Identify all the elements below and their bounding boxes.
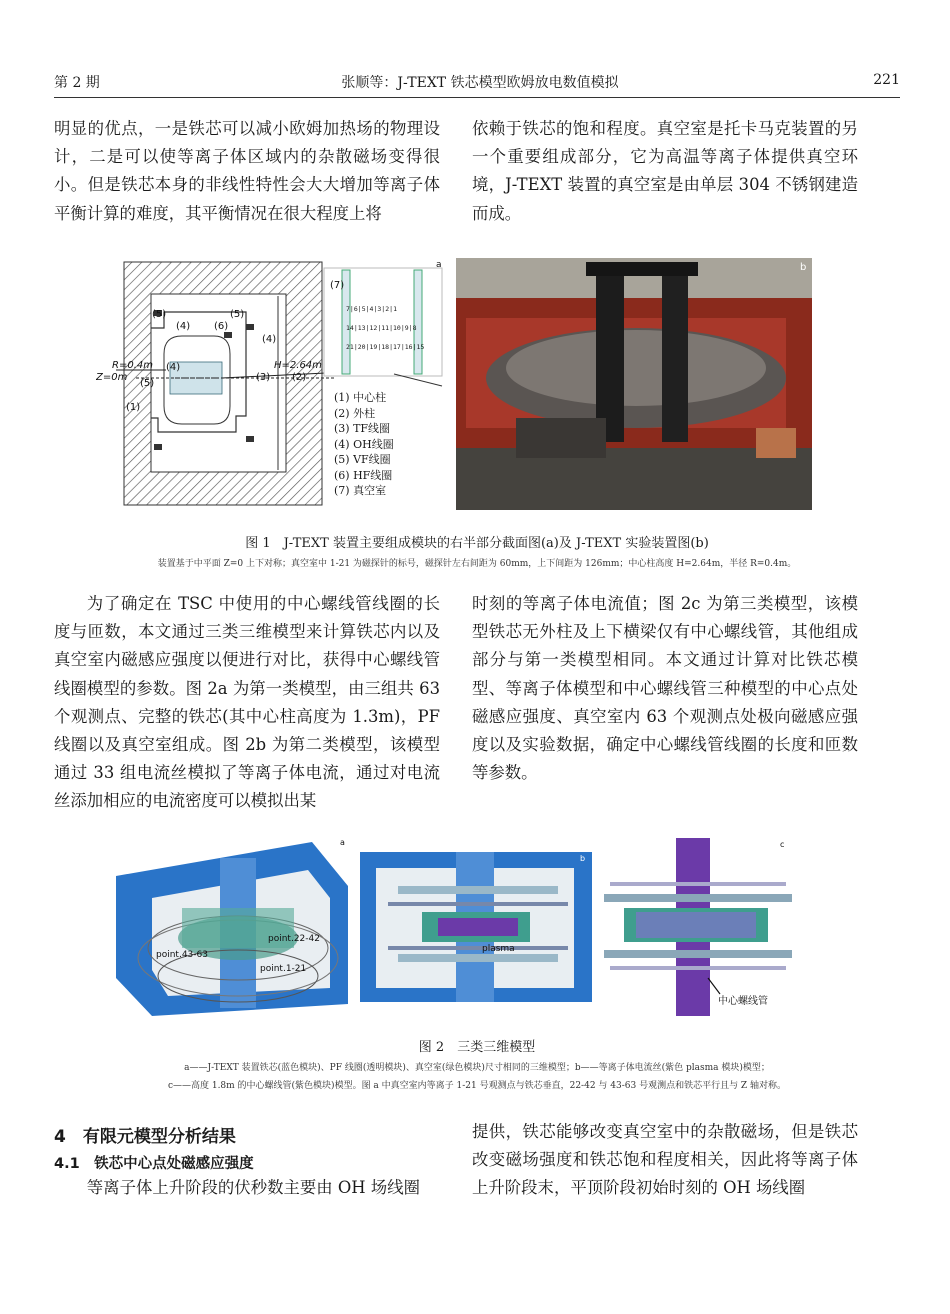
figure-1-note: 装置基于中平面 Z=0 上下对称；真空室中 1-21 为磁探针的标号，磁探针左右间距为 60mm，上下间距为 126mm；中心柱高度 H=2.64m，半径 R=0.4m。 [157, 559, 797, 569]
text-column-right-mid: 时刻的等离子体电流值；图 2c 为第三类模型，该模型铁芯无外柱及上下横梁仅有中心螺线管，其他组成部分与第一类模型相同。本文通过计算对比铁芯模型、等离子体模型和中心螺线管三种模型的中心点处磁感应强度、真空室内 63 个观测点处极向磁感应强度以及实验数据，确定中心螺线管线圈的长度和匝数等参数。 [472, 594, 858, 783]
figure-2b-plasma-model [360, 852, 592, 1002]
figure-1a-cross-section [96, 258, 448, 510]
header-rule [54, 97, 900, 98]
callout-4a: (4) [176, 321, 191, 332]
figure-2-caption: 图 2 三类三维模型 [418, 1040, 536, 1055]
callout-1: (1) [126, 402, 141, 413]
text-column-right-bottom: 提供，铁芯能够改变真空室中的杂散磁场，但是铁芯改变磁场强度和铁芯饱和程度相关，因此将等离子体上升阶段末，平顶阶段初始时刻的 OH 场线圈 [472, 1122, 858, 1198]
component-legend: (1) 中心柱 (2) 外柱 (3) TF线圈 (4) OH线圈 (5) VF线圈 (6) HF线圈 (7) 真空室 [334, 391, 394, 497]
figure-2-note-1: a——J-TEXT 装置铁芯(蓝色模块)、PF 线圈(透明模块)、真空室(绿色模块)尺寸相同的三维模型；b——等离子体电流丝(紫色 plasma 模块)模型； [184, 1063, 770, 1073]
solenoid-label: 中心螺线管 [718, 996, 768, 1007]
height-label: H=2.64m [274, 360, 322, 371]
callout-2: (2) [292, 372, 307, 383]
point-label-43-63: point.43-63 [156, 950, 208, 960]
issue-number: 第 2 期 [54, 75, 100, 91]
midplane-label: Z=0m [96, 372, 128, 383]
text-column-left-mid: 为了确定在 TSC 中使用的中心螺线管线圈的长度与匝数，本文通过三类三维模型来计算铁芯内以及真空室内磁感应强度以便进行对比，获得中心螺线管线圈模型的参数。图 2a 为第一类模型，由三组共 63 个观测点、完整的铁芯(其中心柱高度为 1.3m)，PF 线圈以及真空室组成。图 2b 为第二类模型，该模型通过 33 组电流丝模拟了等离子体电流，通过对电流丝添加相应的电流密度可以模拟出某 [54, 594, 440, 811]
callout-4b: (4) [262, 334, 277, 345]
callout-5a: (5) [152, 309, 167, 320]
figure-2-note-2: c——高度 1.8m 的中心螺线管(紫色模块)模型。图 a 中真空室内等离子 1-21 号观测点与铁芯垂直，22-42 与 43-63 号观测点和铁芯平行且与 Z 轴对称。 [167, 1081, 787, 1091]
callout-4c: (4) [166, 362, 181, 373]
figure-1b-device-photo [456, 258, 812, 510]
panel-a-label: a [436, 260, 442, 270]
section-heading: 4 有限元模型分析结果 [54, 1127, 236, 1147]
running-title: 张顺等：J-TEXT 铁芯模型欧姆放电数值模拟 [341, 75, 619, 91]
panel-c-label-fig2: c [780, 840, 785, 849]
page-number: 221 [873, 72, 900, 88]
callout-5b: (5) [230, 309, 245, 320]
text-column-left-bottom: 等离子体上升阶段的伏秒数主要由 OH 场线圈 [86, 1178, 420, 1197]
callout-7: (7) [330, 280, 345, 291]
probe-grid: 7|6|5|4|3|2|1 14|13|12|11|10|9|8 21|20|19|18|17|16|15 [346, 305, 425, 351]
point-label-22-42: point.22-42 [268, 934, 320, 944]
panel-b-label-fig2: b [580, 854, 586, 863]
callout-3: (3) [256, 372, 271, 383]
radius-label: R=0.4m [112, 360, 153, 371]
figure-2a-iron-core-model [112, 838, 352, 1018]
text-column-right-top: 依赖于铁芯的饱和程度。真空室是托卡马克装置的另一个重要组成部分，它为高温等离子体提供真空环境，J-TEXT 装置的真空室是由单层 304 不锈钢建造而成。 [472, 119, 858, 223]
plasma-label: plasma [482, 944, 515, 954]
figure-1-caption: 图 1 J-TEXT 装置主要组成模块的右半部分截面图(a)及 J-TEXT 实验装置图(b) [245, 536, 709, 551]
callout-6: (6) [214, 321, 229, 332]
callout-5c: (5) [140, 378, 155, 389]
point-label-1-21: point.1-21 [260, 964, 307, 974]
figure-2c-solenoid-model [600, 838, 800, 1016]
panel-b-label: b [800, 262, 807, 273]
panel-a-label-fig2: a [340, 838, 345, 847]
subsection-heading: 4.1 铁芯中心点处磁感应强度 [54, 1156, 254, 1172]
text-column-left-top: 明显的优点，一是铁芯可以减小欧姆加热场的物理设计，二是可以使等离子体区域内的杂散磁场变得很小。但是铁芯本身的非线性特性会大大增加等离子体平衡计算的难度，其平衡情况在很大程度上将 [54, 119, 440, 223]
